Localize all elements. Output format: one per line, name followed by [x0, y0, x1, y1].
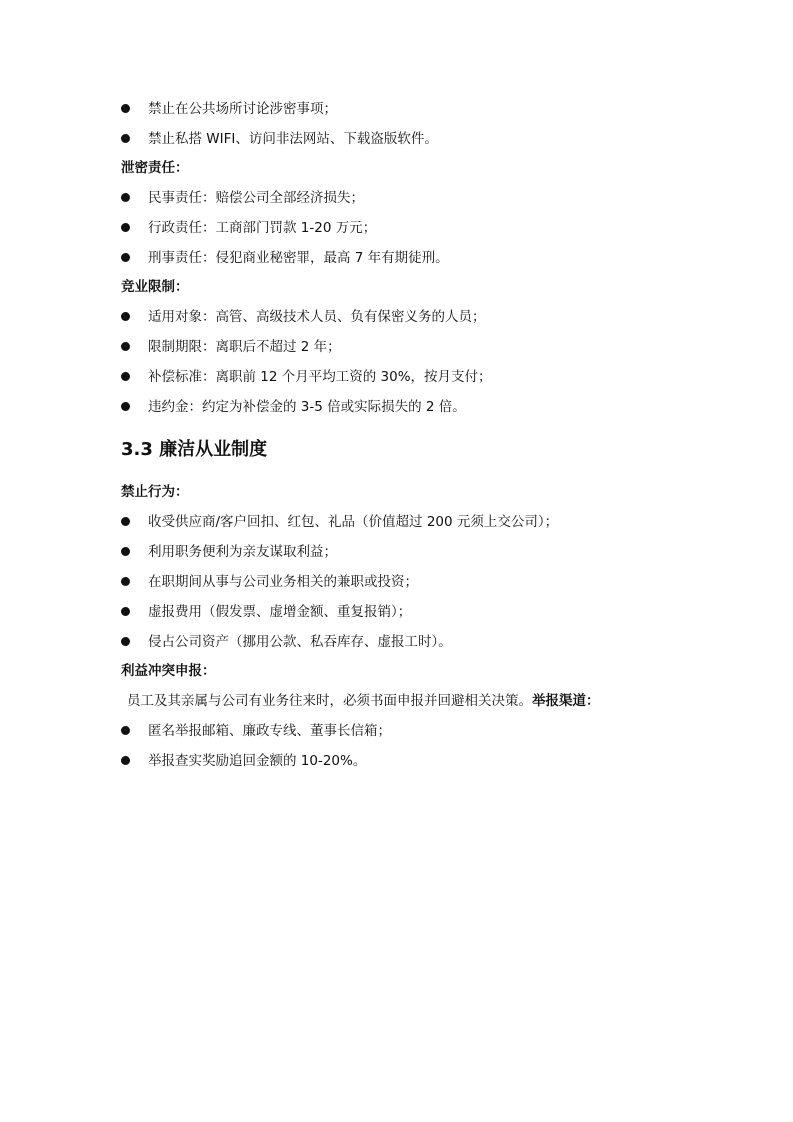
bullet-dot: [121, 372, 130, 381]
report-channels-label: 举报渠道：: [532, 693, 600, 709]
list-item: 适用对象：高管、高级技术人员、负有保密义务的人员；: [148, 309, 486, 325]
list-item: 在职期间从事与公司业务相关的兼职或投资；: [148, 574, 418, 590]
list-item: 补偿标准：离职前 12 个月平均工资的 30%，按月支付；: [148, 369, 492, 385]
bullet-dot: [121, 577, 130, 586]
list-item: 刑事责任：侵犯商业秘密罪，最高 7 年有期徒刑。: [148, 250, 449, 266]
bullet-dot: [121, 193, 130, 202]
list-item: 限制期限：离职后不超过 2 年；: [148, 339, 341, 355]
list-item: 侵占公司资产（挪用公款、私吞库存、虚报工时）。: [148, 634, 452, 650]
bullet-dot: [121, 517, 130, 526]
list-item: 违约金：约定为补偿金的 3-5 倍或实际损失的 2 倍。: [148, 399, 466, 415]
bullet-dot: [121, 637, 130, 646]
bullet-dot: [121, 134, 130, 143]
bullet-dot: [121, 223, 130, 232]
list-item: 虚报费用（假发票、虚增金额、重复报销）；: [148, 604, 412, 620]
bullet-dot: [121, 607, 130, 616]
list-item: 利用职务便利为亲友谋取利益；: [148, 544, 337, 560]
section-label-liability: 泄密责任：: [121, 160, 189, 176]
bullet-dot: [121, 726, 130, 735]
bullet-dot: [121, 402, 130, 411]
list-item: 禁止在公共场所讨论涉密事项；: [148, 101, 337, 117]
list-item: 举报查实奖励追回金额的 10-20%。: [148, 753, 367, 769]
list-item: 收受供应商/客户回扣、红包、礼品（价值超过 200 元须上交公司）；: [148, 514, 559, 530]
bullet-dot: [121, 547, 130, 556]
bullet-dot: [121, 342, 130, 351]
bullet-dot: [121, 253, 130, 262]
list-item: 民事责任：赔偿公司全部经济损失；: [148, 190, 364, 206]
list-item: 行政责任：工商部门罚款 1-20 万元；: [148, 220, 377, 236]
list-item: 禁止私搭 WIFI、访问非法网站、下载盗版软件。: [148, 131, 438, 147]
conflict-text: 员工及其亲属与公司有业务往来时，必须书面申报并回避相关决策。: [127, 693, 532, 709]
bullet-dot: [121, 312, 130, 321]
section-label-conflict: 利益冲突申报：: [121, 663, 216, 679]
section-label-prohibited: 禁止行为：: [121, 484, 189, 500]
bullet-dot: [121, 756, 130, 765]
bullet-dot: [121, 104, 130, 113]
section-label-noncompete: 竞业限制：: [121, 279, 189, 295]
list-item: 匿名举报邮箱、廉政专线、董事长信箱；: [148, 723, 391, 739]
conflict-paragraph: [127, 691, 600, 711]
section-heading: 3.3 廉洁从业制度: [121, 439, 268, 460]
